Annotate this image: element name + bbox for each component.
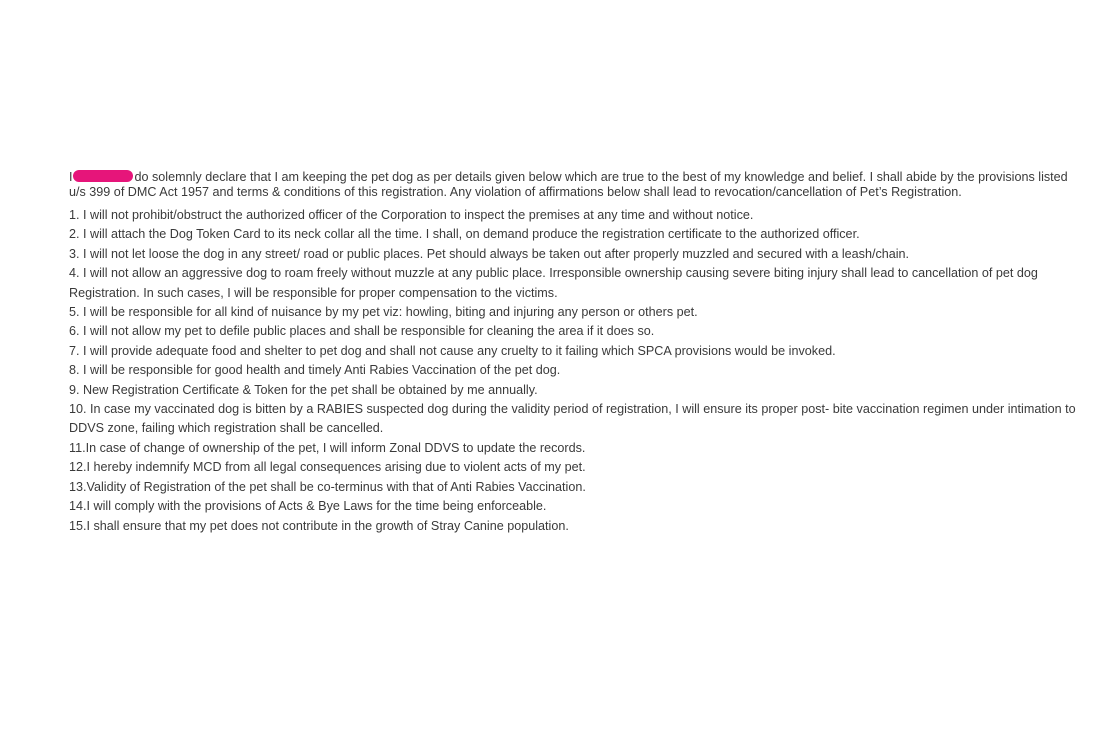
list-item: 3. I will not let loose the dog in any street/ road or public places. Pet should always be taken out after properly muzzled and secured with a leash/chain.	[69, 246, 910, 261]
list-item: 12.I hereby indemnify MCD from all legal consequences arising due to violent acts of my pet.	[69, 460, 586, 475]
list-item: 13.Validity of Registration of the pet shall be co-terminus with that of Anti Rabies Vaccination.	[69, 479, 586, 494]
redacted-name	[73, 170, 133, 182]
list-item: 5. I will be responsible for all kind of nuisance by my pet viz: howling, biting and injuring any person or others pet.	[69, 305, 698, 320]
list-item: 2. I will attach the Dog Token Card to its neck collar all the time. I shall, on demand produce the registration certificate to the authorized officer.	[69, 227, 860, 242]
list-item: 14.I will comply with the provisions of Acts & Bye Laws for the time being enforceable.	[69, 499, 547, 514]
list-item: 8. I will be responsible for good health and timely Anti Rabies Vaccination of the pet dog.	[69, 363, 561, 378]
list-item: 9. New Registration Certificate & Token for the pet shall be obtained by me annually.	[69, 382, 538, 397]
list-item: 6. I will not allow my pet to defile public places and shall be responsible for cleaning the area if it does so.	[69, 324, 655, 339]
declaration-text: do solemnly declare that I am keeping the pet dog as per details given below which are true to the best of my knowledge and belief. I shall abide by the provisions listed u/s 399 of DMC Act 1957 and terms & conditions of this registration. Any violation of affirmations below shall lead to revocation/cancellation of Pet’s Registration.	[69, 170, 1068, 199]
affirmations-list	[69, 206, 1079, 536]
declaration-document	[69, 170, 1079, 536]
list-item: 15.I shall ensure that my pet does not contribute in the growth of Stray Canine population.	[69, 518, 569, 533]
declaration-intro	[69, 170, 1079, 200]
declaration-prefix: I	[69, 170, 73, 184]
list-item: 10. In case my vaccinated dog is bitten by a RABIES suspected dog during the validity period of registration, I will ensure its proper post- bite vaccination regimen under intimation to DDVS zone, failing which registration shall be cancelled.	[69, 402, 1076, 436]
list-item: 1. I will not prohibit/obstruct the authorized officer of the Corporation to inspect the premises at any time and without notice.	[69, 208, 754, 222]
list-item: 7. I will provide adequate food and shelter to pet dog and shall not cause any cruelty to it failing which SPCA provisions would be invoked.	[69, 343, 836, 358]
list-item: 4. I will not allow an aggressive dog to roam freely without muzzle at any public place. Irresponsible ownership causing severe biting injury shall lead to cancellation of pet dog Registration. In such cases, I will be responsible for proper compensation to the victims.	[69, 266, 1038, 300]
list-item: 11.In case of change of ownership of the pet, I will inform Zonal DDVS to update the records.	[69, 440, 586, 455]
